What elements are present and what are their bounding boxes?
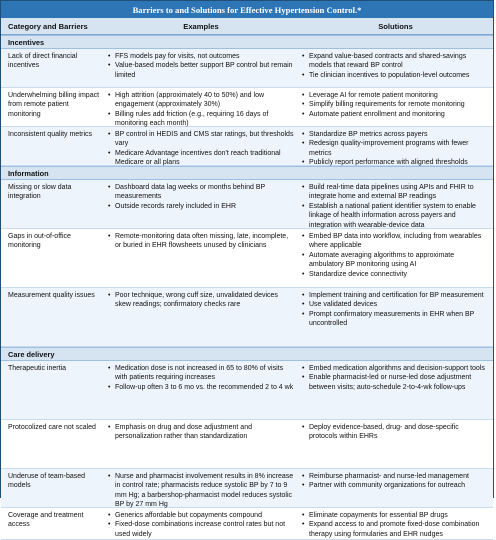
solutions-list: [302, 364, 489, 392]
example-item: • Billing rules add friction (e.g., requiring 16 days of monitoring each month): [108, 110, 294, 129]
solution-item: • Standardize BP metrics across payers: [302, 130, 489, 139]
examples-list: [108, 423, 294, 442]
section-header: Care delivery: [1, 347, 493, 361]
examples-cell: [104, 49, 298, 87]
solutions-list: [302, 423, 489, 442]
solutions-cell: [298, 361, 493, 419]
solutions-cell: [298, 229, 493, 287]
barrier-label: Therapeutic inertia: [8, 365, 66, 372]
solutions-list: [302, 130, 489, 168]
table-title: Barriers to and Solutions for Effective Hypertension Control.*: [1, 1, 493, 18]
example-item: • Value-based models better support BP control but remain limited: [108, 61, 294, 80]
solution-item: • Tie clinician incentives to population-level outcomes: [302, 71, 489, 80]
example-item: • BP control in HEDIS and CMS star ratings, but thresholds vary: [108, 130, 294, 149]
solutions-cell: [298, 127, 493, 165]
barrier-label: Underwhelming billing impact from remote patient monitoring: [8, 92, 100, 118]
example-item: • Nurse and pharmacist involvement results in 8% increase in control rate; pharmacists reduce systolic BP by 7 to 9 mm Hg; a barbershop-pharmacist model reduces systolic BP by 27 mm Hg: [108, 472, 294, 510]
solution-item: • Prompt confirmatory measurements in EHR when BP uncontrolled: [302, 310, 489, 329]
barrier-label: Measurement quality issues: [8, 292, 95, 299]
column-header-category: Category and Barriers: [8, 21, 88, 31]
barrier-label: Protocolized care not scaled: [8, 424, 96, 431]
example-item: • Remote-monitoring data often missing, late, incomplete, or buried in EHR flowsheets unused by clinicians: [108, 232, 294, 251]
solutions-list: [302, 291, 489, 329]
solution-item: • Partner with community organizations for outreach: [302, 481, 489, 490]
solutions-list: [302, 472, 489, 491]
solution-item: • Use validated devices: [302, 300, 489, 309]
section-header: Information: [1, 166, 493, 180]
table-body: [1, 35, 493, 540]
examples-list: [108, 472, 294, 510]
barrier-label: Lack of direct financial incentives: [8, 53, 78, 70]
solution-item: • Build real-time data pipelines using APIs and FHIR to integrate home and external BP readings: [302, 183, 489, 202]
table-row: [1, 49, 493, 88]
table-row: [1, 229, 493, 288]
examples-list: [108, 91, 294, 129]
examples-list: [108, 183, 294, 211]
solution-item: • Embed medication algorithms and decision-support tools: [302, 364, 489, 373]
examples-cell: [104, 508, 298, 539]
solution-item: • Automate averaging algorithms to approximate ambulatory BP monitoring using AI: [302, 251, 489, 270]
solutions-cell: [298, 180, 493, 228]
example-item: • Outside records rarely included in EHR: [108, 202, 294, 211]
solution-item: • Deploy evidence-based, drug- and dose-specific protocols within EHRs: [302, 423, 489, 442]
table-row: [1, 469, 493, 508]
solutions-cell: [298, 49, 493, 87]
examples-cell: [104, 127, 298, 165]
solution-item: • Expand access to and promote fixed-dose combination therapy using formularies and EHR nudges: [302, 520, 489, 539]
barrier-label: Gaps in out-of-office monitoring: [8, 233, 71, 250]
solution-item: • Implement training and certification for BP measurement: [302, 291, 489, 300]
table-row: [1, 508, 493, 540]
examples-list: [108, 291, 294, 310]
table-row: [1, 88, 493, 127]
solutions-list: [302, 511, 489, 539]
solution-item: • Embed BP data into workflow, including from wearables where applicable: [302, 232, 489, 251]
barrier-label: Missing or slow data integration: [8, 184, 72, 201]
example-item: • Medicare Advantage incentives don't reach traditional Medicare or all plans: [108, 149, 294, 168]
barrier-label: Underuse of team-based models: [8, 473, 86, 490]
examples-cell: [104, 420, 298, 468]
solutions-cell: [298, 420, 493, 468]
solutions-list: [302, 232, 489, 279]
solution-item: • Standardize device connectivity: [302, 270, 489, 279]
examples-list: [108, 52, 294, 80]
solution-item: • Expand value-based contracts and shared-savings models that reward BP control: [302, 52, 489, 71]
examples-list: [108, 232, 294, 251]
solutions-cell: [298, 88, 493, 126]
solutions-list: [302, 91, 489, 119]
table-row: [1, 127, 493, 166]
column-header-row: [1, 18, 493, 35]
solutions-cell: [298, 469, 493, 507]
example-item: • Emphasis on drug and dose adjustment and personalization rather than standardization: [108, 423, 294, 442]
solution-item: • Reimburse pharmacist- and nurse-led management: [302, 472, 489, 481]
column-header-solutions: Solutions: [378, 21, 413, 31]
solutions-cell: [298, 508, 493, 539]
example-item: • Medication dose is not increased in 65 to 80% of visits with patients requiring increases: [108, 364, 294, 383]
example-item: • Fixed-dose combinations increase control rates but not used widely: [108, 520, 294, 539]
examples-list: [108, 511, 294, 539]
example-item: • FFS models pay for visits, not outcomes: [108, 52, 294, 61]
solution-item: • Enable pharmacist-led or nurse-led dose adjustment between visits; auto-schedule 2-to-4-wk follow-ups: [302, 373, 489, 392]
examples-cell: [104, 180, 298, 228]
example-item: • Poor technique, wrong cuff size, unvalidated devices skew readings; confirmatory checks rare: [108, 291, 294, 310]
solution-item: • Simplify billing requirements for remote monitoring: [302, 100, 489, 109]
examples-list: [108, 364, 294, 392]
example-item: • Follow-up often 3 to 6 mo vs. the recommended 2 to 4 wk: [108, 383, 294, 392]
solutions-list: [302, 183, 489, 230]
column-header-examples: Examples: [183, 21, 219, 31]
example-item: • Generics affordable but copayments compound: [108, 511, 294, 520]
examples-list: [108, 130, 294, 168]
table-row: [1, 420, 493, 469]
examples-cell: [104, 288, 298, 346]
table-row: [1, 288, 493, 347]
section-header: Incentives: [1, 35, 493, 49]
examples-cell: [104, 229, 298, 287]
solutions-cell: [298, 288, 493, 346]
examples-cell: [104, 361, 298, 419]
barrier-label: Inconsistent quality metrics: [8, 131, 93, 138]
solution-item: • Publicly report performance with aligned thresholds: [302, 158, 489, 167]
solutions-list: [302, 52, 489, 80]
table-row: [1, 180, 493, 229]
example-item: • High attrition (approximately 40 to 50%) and low engagement (approximately 30%): [108, 91, 294, 110]
examples-cell: [104, 88, 298, 126]
solution-item: • Eliminate copayments for essential BP drugs: [302, 511, 489, 520]
examples-cell: [104, 469, 298, 507]
barrier-label: Coverage and treatment access: [8, 512, 84, 529]
solution-item: • Leverage AI for remote patient monitoring: [302, 91, 489, 100]
solution-item: • Automate patient enrollment and monitoring: [302, 110, 489, 119]
table-row: [1, 361, 493, 420]
solution-item: • Establish a national patient identifier system to enable linkage of health information across payers and integration with wearable-device data: [302, 202, 489, 230]
solution-item: • Redesign quality-improvement programs with fewer metrics: [302, 139, 489, 158]
example-item: • Dashboard data lag weeks or months behind BP measurements: [108, 183, 294, 202]
